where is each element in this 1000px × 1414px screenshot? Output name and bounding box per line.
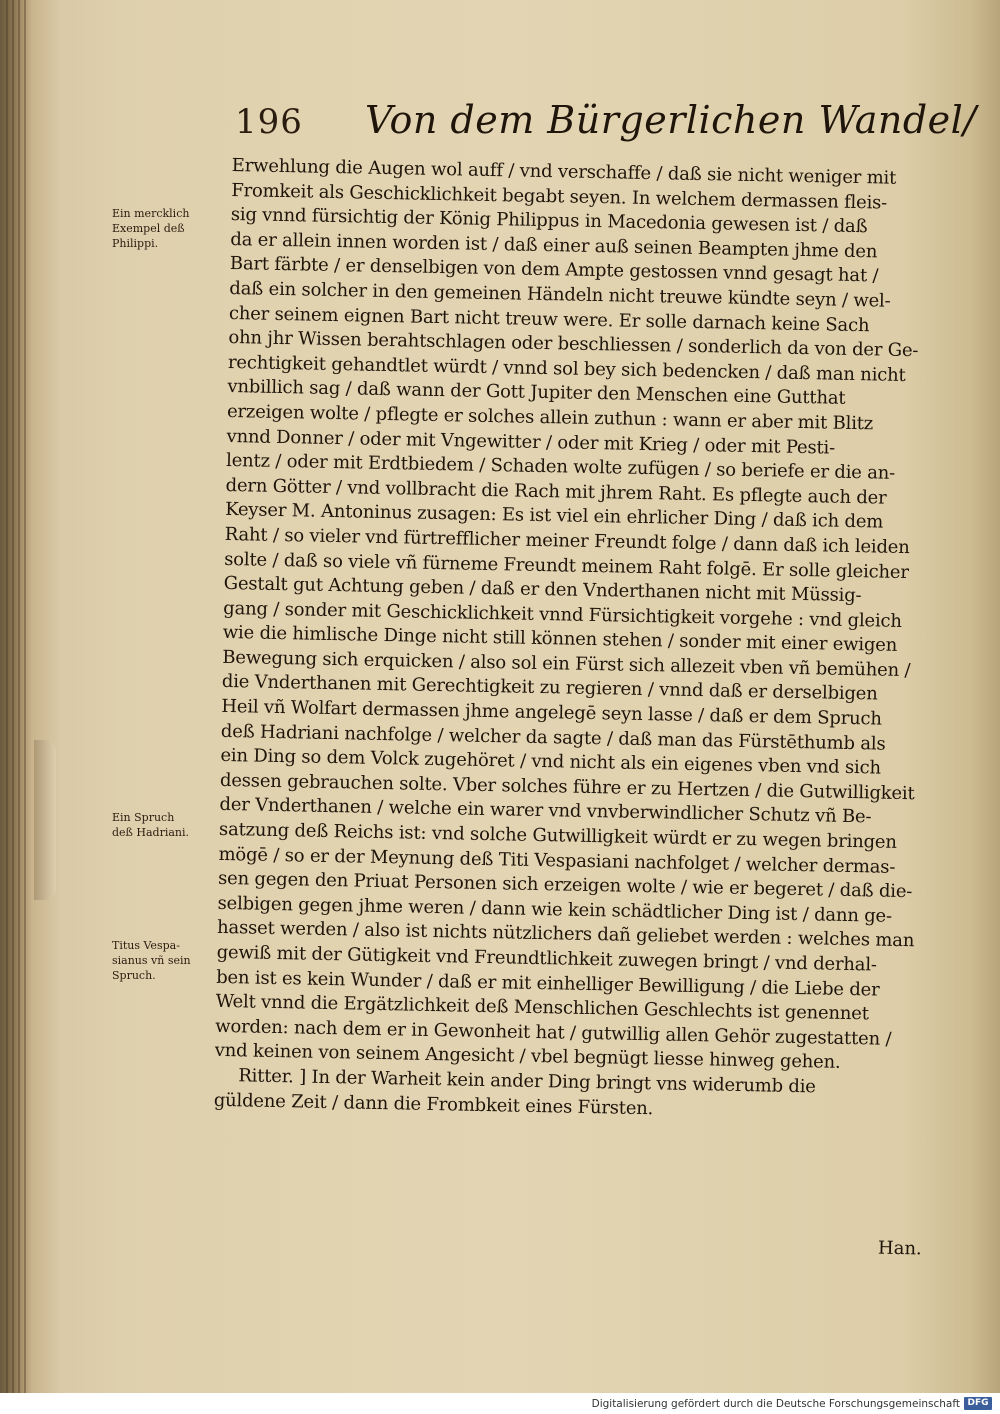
- text-line: Bewegung sich erquicken / also sol ein Fürst sich allezeit vben vñ bemühen /: [222, 646, 911, 681]
- margin-note-line: Spruch.: [112, 969, 156, 982]
- page-edge-line: [18, 0, 20, 1393]
- margin-note-line: deß Hadriani.: [112, 826, 190, 839]
- text-line: ein Ding so dem Volck zugehöret / vnd nicht als ein eigenes vben vnd sich: [220, 745, 882, 779]
- text-line: vnbillich sag / daß wann der Gott Jupiter den Menschen eine Gutthat: [227, 376, 846, 410]
- margin-note-line: Exempel deß: [112, 222, 185, 235]
- text-line: Fromkeit als Geschicklichkeit begabt seyen. In welchem dermassen fleis-: [231, 179, 888, 214]
- margin-note-line: Ein Spruch: [112, 811, 175, 824]
- catchword: Han.: [877, 1237, 922, 1260]
- text-line: güldene Zeit / dann die Frombkeit eines Fürsten.: [213, 1089, 654, 1119]
- text-line: dessen gebrauchen solte. Vber solches führe er zu Hertzen / die Gutwilligkeit: [219, 769, 915, 805]
- text-line: sen gegen den Priuat Personen sich erzeigen wolte / wie er begeret / daß die-: [217, 868, 913, 903]
- text-line: mögē / so er der Meynung deß Titi Vespasiani nachfolget / welcher dermas-: [218, 843, 896, 878]
- page-edge-line: [6, 0, 8, 1393]
- text-line: sig vnnd fürsichtig der König Philippus in Macedonia gewesen ist / daß: [230, 204, 868, 238]
- page-edge-line: [12, 0, 14, 1393]
- footer-credit: Digitalisierung gefördert durch die Deutsche Forschungsgemeinschaft: [591, 1398, 960, 1410]
- text-line: ohn jhr Wissen berahtschlagen oder beschliessen / sonderlich da von der Ge-: [228, 327, 919, 362]
- text-line: da er allein innen worden ist / daß einer auß seinen Beampten jhme den: [230, 228, 878, 263]
- margin-note-vespasianus: [112, 938, 232, 983]
- text-line: vnnd Donner / oder mit Vngewitter / oder mit Krieg / oder mit Pesti-: [226, 425, 836, 459]
- margin-note-hadriani: [112, 810, 232, 840]
- text-line: gewiß mit der Gütigkeit vnd Freundtlichkeit zuwegen bringt / vnd derhal-: [216, 941, 877, 976]
- text-line: Ritter. ] In der Warheit kein ander Ding bringt vns widerumb die: [238, 1065, 816, 1098]
- text-line: Welt vnnd die Ergätzlichkeit deß Menschlichen Geschlechts ist genennet: [215, 991, 869, 1025]
- text-line: Raht / so vieler vnd fürtrefflicher meiner Freundt folge / dann daß ich leiden: [224, 523, 910, 558]
- text-line: Erwehlung die Augen wol auff / vnd verschaffe / daß sie nicht weniger mit: [231, 154, 897, 189]
- text-line: satzung deß Reichs ist: vnd solche Gutwilligkeit würdt er zu wegen bringen: [218, 818, 897, 853]
- text-line: Heil vñ Wolfart dermassen jhme angelegē seyn lasse / daß er dem Spruch: [221, 695, 882, 730]
- margin-note-line: sianus vñ sein: [112, 954, 191, 967]
- text-line: erzeigen wolte / pflegte er solches allein zuthun : wann er aber mit Blitz: [226, 400, 874, 435]
- margin-note-philippi: [112, 206, 232, 251]
- page-number: 196: [235, 102, 303, 142]
- running-head: Von dem Bürgerlichen Wandel/: [365, 98, 977, 142]
- text-line: worden: nach dem er in Gewonheit hat / gutwillig allen Gehör zugestatten /: [215, 1015, 892, 1050]
- margin-note-line: Philippi.: [112, 237, 159, 250]
- text-line: ben ist es kein Wunder / daß er mit einhelliger Bewilligung / die Liebe der: [215, 966, 880, 1001]
- text-line: lentz / oder mit Erdtbiedem / Schaden wolte zufügen / so beriefe er die an-: [225, 450, 896, 484]
- text-line: Gestalt gut Achtung geben / daß er den Vnderthanen nicht mit Müssig-: [223, 573, 862, 607]
- page-edge-line: [24, 0, 26, 1393]
- page-header: [235, 96, 977, 156]
- text-line: wie die himlische Dinge nicht still können stehen / sonder mit einer ewigen: [222, 622, 898, 657]
- text-line: Keyser M. Antoninus zusagen: Es ist viel ein ehrlicher Ding / daß ich dem: [224, 499, 884, 533]
- text-line: cher seinem eignen Bart nicht treuw were. Er solle darnach keine Sach: [228, 302, 870, 336]
- text-line: solte / daß so viele vñ fürneme Freundt meinem Raht folgē. Er solle gleicher: [224, 548, 909, 583]
- text-line: deß Hadriani nachfolge / welcher da sagte / daß man das Fürstēthumb als: [220, 720, 886, 755]
- dfg-logo: DFG: [964, 1397, 992, 1410]
- margin-note-line: Titus Vespa-: [112, 939, 180, 952]
- text-line: selbigen gegen jhme weren / dann wie kein schädtlicher Ding ist / dann ge-: [217, 892, 893, 927]
- page-fold-shadow: [34, 740, 56, 900]
- text-line: der Vnderthanen / welche ein warer vnd vnvberwindlicher Schutz vñ Be-: [219, 794, 872, 828]
- text-line: hasset werden / also ist nichts nützlichers dañ geliebet werden : welches man: [216, 917, 915, 952]
- text-line: die Vnderthanen mit Gerechtigkeit zu regieren / vnnd daß er derselbigen: [221, 671, 878, 705]
- text-line: daß ein solcher in den gemeinen Händeln nicht treuwe kündte seyn / wel-: [229, 277, 891, 312]
- body-text: [214, 154, 952, 1127]
- text-line: Bart färbte / er denselbigen von dem Ampte gestossen vnnd gesagt hat /: [229, 253, 879, 287]
- text-line: dern Götter / vnd vollbracht die Rach mit jhrem Raht. Es pflegte auch der: [225, 474, 887, 509]
- text-line: rechtigkeit gehandtlet würdt / vnnd sol bey sich bedencken / daß man nicht: [227, 351, 906, 386]
- margin-note-line: Ein mercklich: [112, 207, 190, 220]
- text-line: gang / sonder mit Geschicklichkeit vnnd Fürsichtigkeit vorgehe : vnd gleich: [223, 597, 902, 632]
- text-line: vnd keinen von seinem Angesicht / vbel begnügt liesse hinweg gehen.: [214, 1040, 841, 1074]
